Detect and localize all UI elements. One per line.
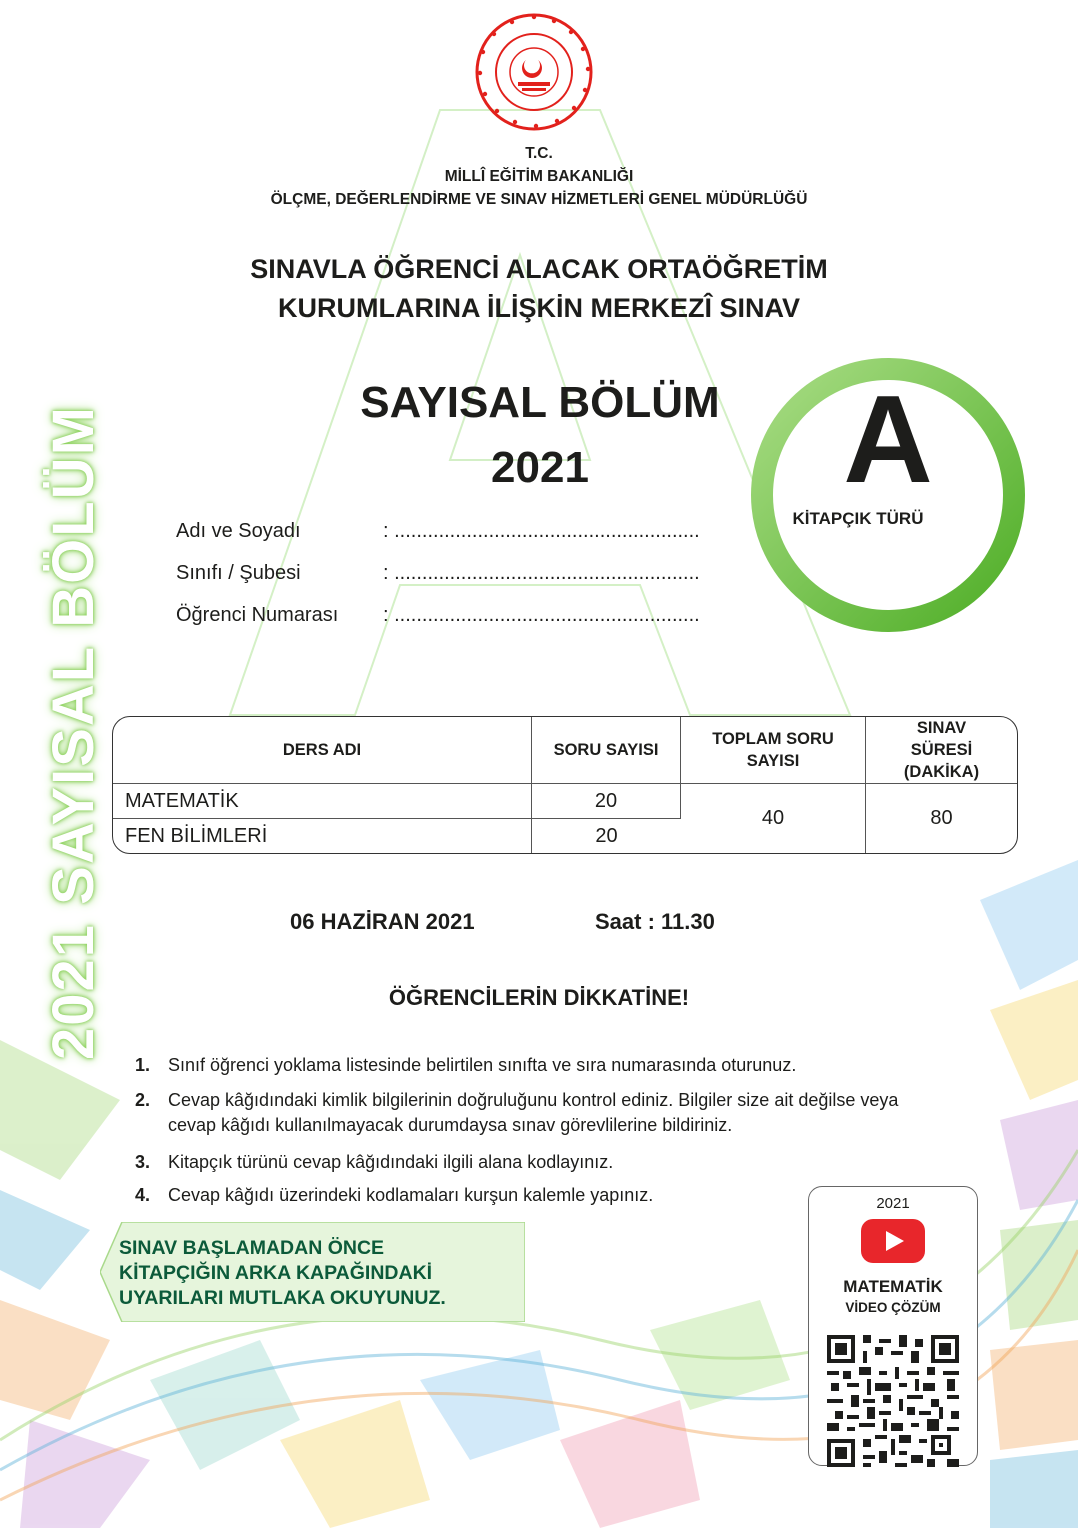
exam-title-line1: SINAVLA ÖĞRENCİ ALACAK ORTAÖĞRETİM	[250, 254, 828, 284]
col-subject: DERS ADI	[113, 717, 532, 784]
ministry-logo	[474, 12, 594, 132]
youtube-play-icon[interactable]	[861, 1219, 925, 1263]
warning-line1: SINAV BAŞLAMADAN ÖNCE	[119, 1237, 385, 1259]
warning-line3: UYARILARI MUTLAKA OKUYUNUZ.	[119, 1287, 446, 1309]
qr-code-icon[interactable]	[827, 1335, 959, 1467]
instruction-number: 1.	[135, 1055, 151, 1075]
instruction-item	[135, 1150, 1035, 1174]
subject-science: FEN BİLİMLERİ	[113, 819, 532, 853]
exam-date: 06 HAZİRAN 2021	[290, 909, 475, 934]
video-solution-card[interactable]	[808, 1186, 978, 1466]
instruction-text: Cevap kâğıdındaki kimlik bilgilerinin doğruluğunu kontrol ediniz. Bilgiler size ait değilse veya	[168, 1090, 899, 1110]
name-field[interactable]: : .......................................................	[383, 520, 700, 542]
exam-title-line2: KURUMLARINA İLİŞKİN MERKEZÎ SINAV	[278, 293, 800, 323]
col-total-questions: TOPLAM SORU SAYISI	[681, 717, 866, 784]
class-field-label: Sınıfı / Şubesi	[176, 562, 301, 584]
video-card-subject: MATEMATİK	[843, 1277, 943, 1296]
instruction-text: Sınıf öğrenci yoklama listesinde belirtilen sınıfta ve sıra numarasında oturunuz.	[168, 1055, 797, 1075]
count-math: 20	[532, 784, 681, 819]
exam-info-table	[112, 716, 1018, 854]
section-year: 2021	[491, 443, 589, 492]
header-directorate: ÖLÇME, DEĞERLENDİRME VE SINAV HİZMETLERİ GENEL MÜDÜRLÜĞÜ	[270, 191, 808, 208]
col-question-count: SORU SAYISI	[532, 717, 681, 784]
booklet-letter: A	[843, 371, 933, 509]
instruction-text-continued: cevap kâğıdı kullanılmayacak durumdaysa sınav görevlilerine bildiriniz.	[168, 1115, 733, 1135]
student-number-field[interactable]: : .......................................................	[383, 604, 700, 626]
count-science: 20	[595, 824, 618, 847]
instruction-number: 3.	[135, 1152, 151, 1172]
booklet-label: KİTAPÇIK TÜRÜ	[792, 509, 924, 528]
instruction-text: Kitapçık türünü cevap kâğıdındaki ilgili alana kodlayınız.	[168, 1152, 614, 1172]
name-field-label: Adı ve Soyadı	[176, 520, 301, 542]
class-field[interactable]: : .......................................................	[383, 562, 700, 584]
header-ministry: MİLLÎ EĞİTİM BAKANLIĞI	[444, 168, 634, 185]
student-number-label: Öğrenci Numarası	[176, 604, 339, 626]
exam-time: Saat : 11.30	[595, 909, 715, 934]
instructions-title: ÖĞRENCİLERİN DİKKATİNE!	[388, 985, 690, 1010]
instruction-number: 2.	[135, 1090, 151, 1110]
warning-line2: KİTAPÇIĞIN ARKA KAPAĞINDAKİ	[119, 1262, 433, 1284]
warning-text	[119, 1236, 446, 1311]
video-card-year: 2021	[876, 1195, 910, 1212]
video-card-caption: VİDEO ÇÖZÜM	[845, 1300, 941, 1315]
table-header-row	[113, 717, 1017, 784]
total-questions: 40	[681, 784, 866, 853]
exam-duration: 80	[930, 807, 953, 829]
col-duration: SINAV SÜRESİ (DAKİKA)	[866, 717, 1017, 784]
header-tc: T.C.	[525, 145, 553, 162]
instruction-item	[135, 1088, 1035, 1112]
subject-math: MATEMATİK	[113, 784, 532, 819]
booklet-badge	[748, 355, 1028, 635]
side-banner: 2021 SAYISAL BÖLÜM	[41, 405, 106, 1060]
instruction-number: 4.	[135, 1185, 151, 1205]
section-title: SAYISAL BÖLÜM	[360, 378, 720, 427]
table-row	[113, 784, 1017, 819]
instruction-text: Cevap kâğıdı üzerindeki kodlamaları kurşun kalemle yapınız.	[168, 1185, 654, 1205]
instruction-item	[135, 1053, 1035, 1077]
